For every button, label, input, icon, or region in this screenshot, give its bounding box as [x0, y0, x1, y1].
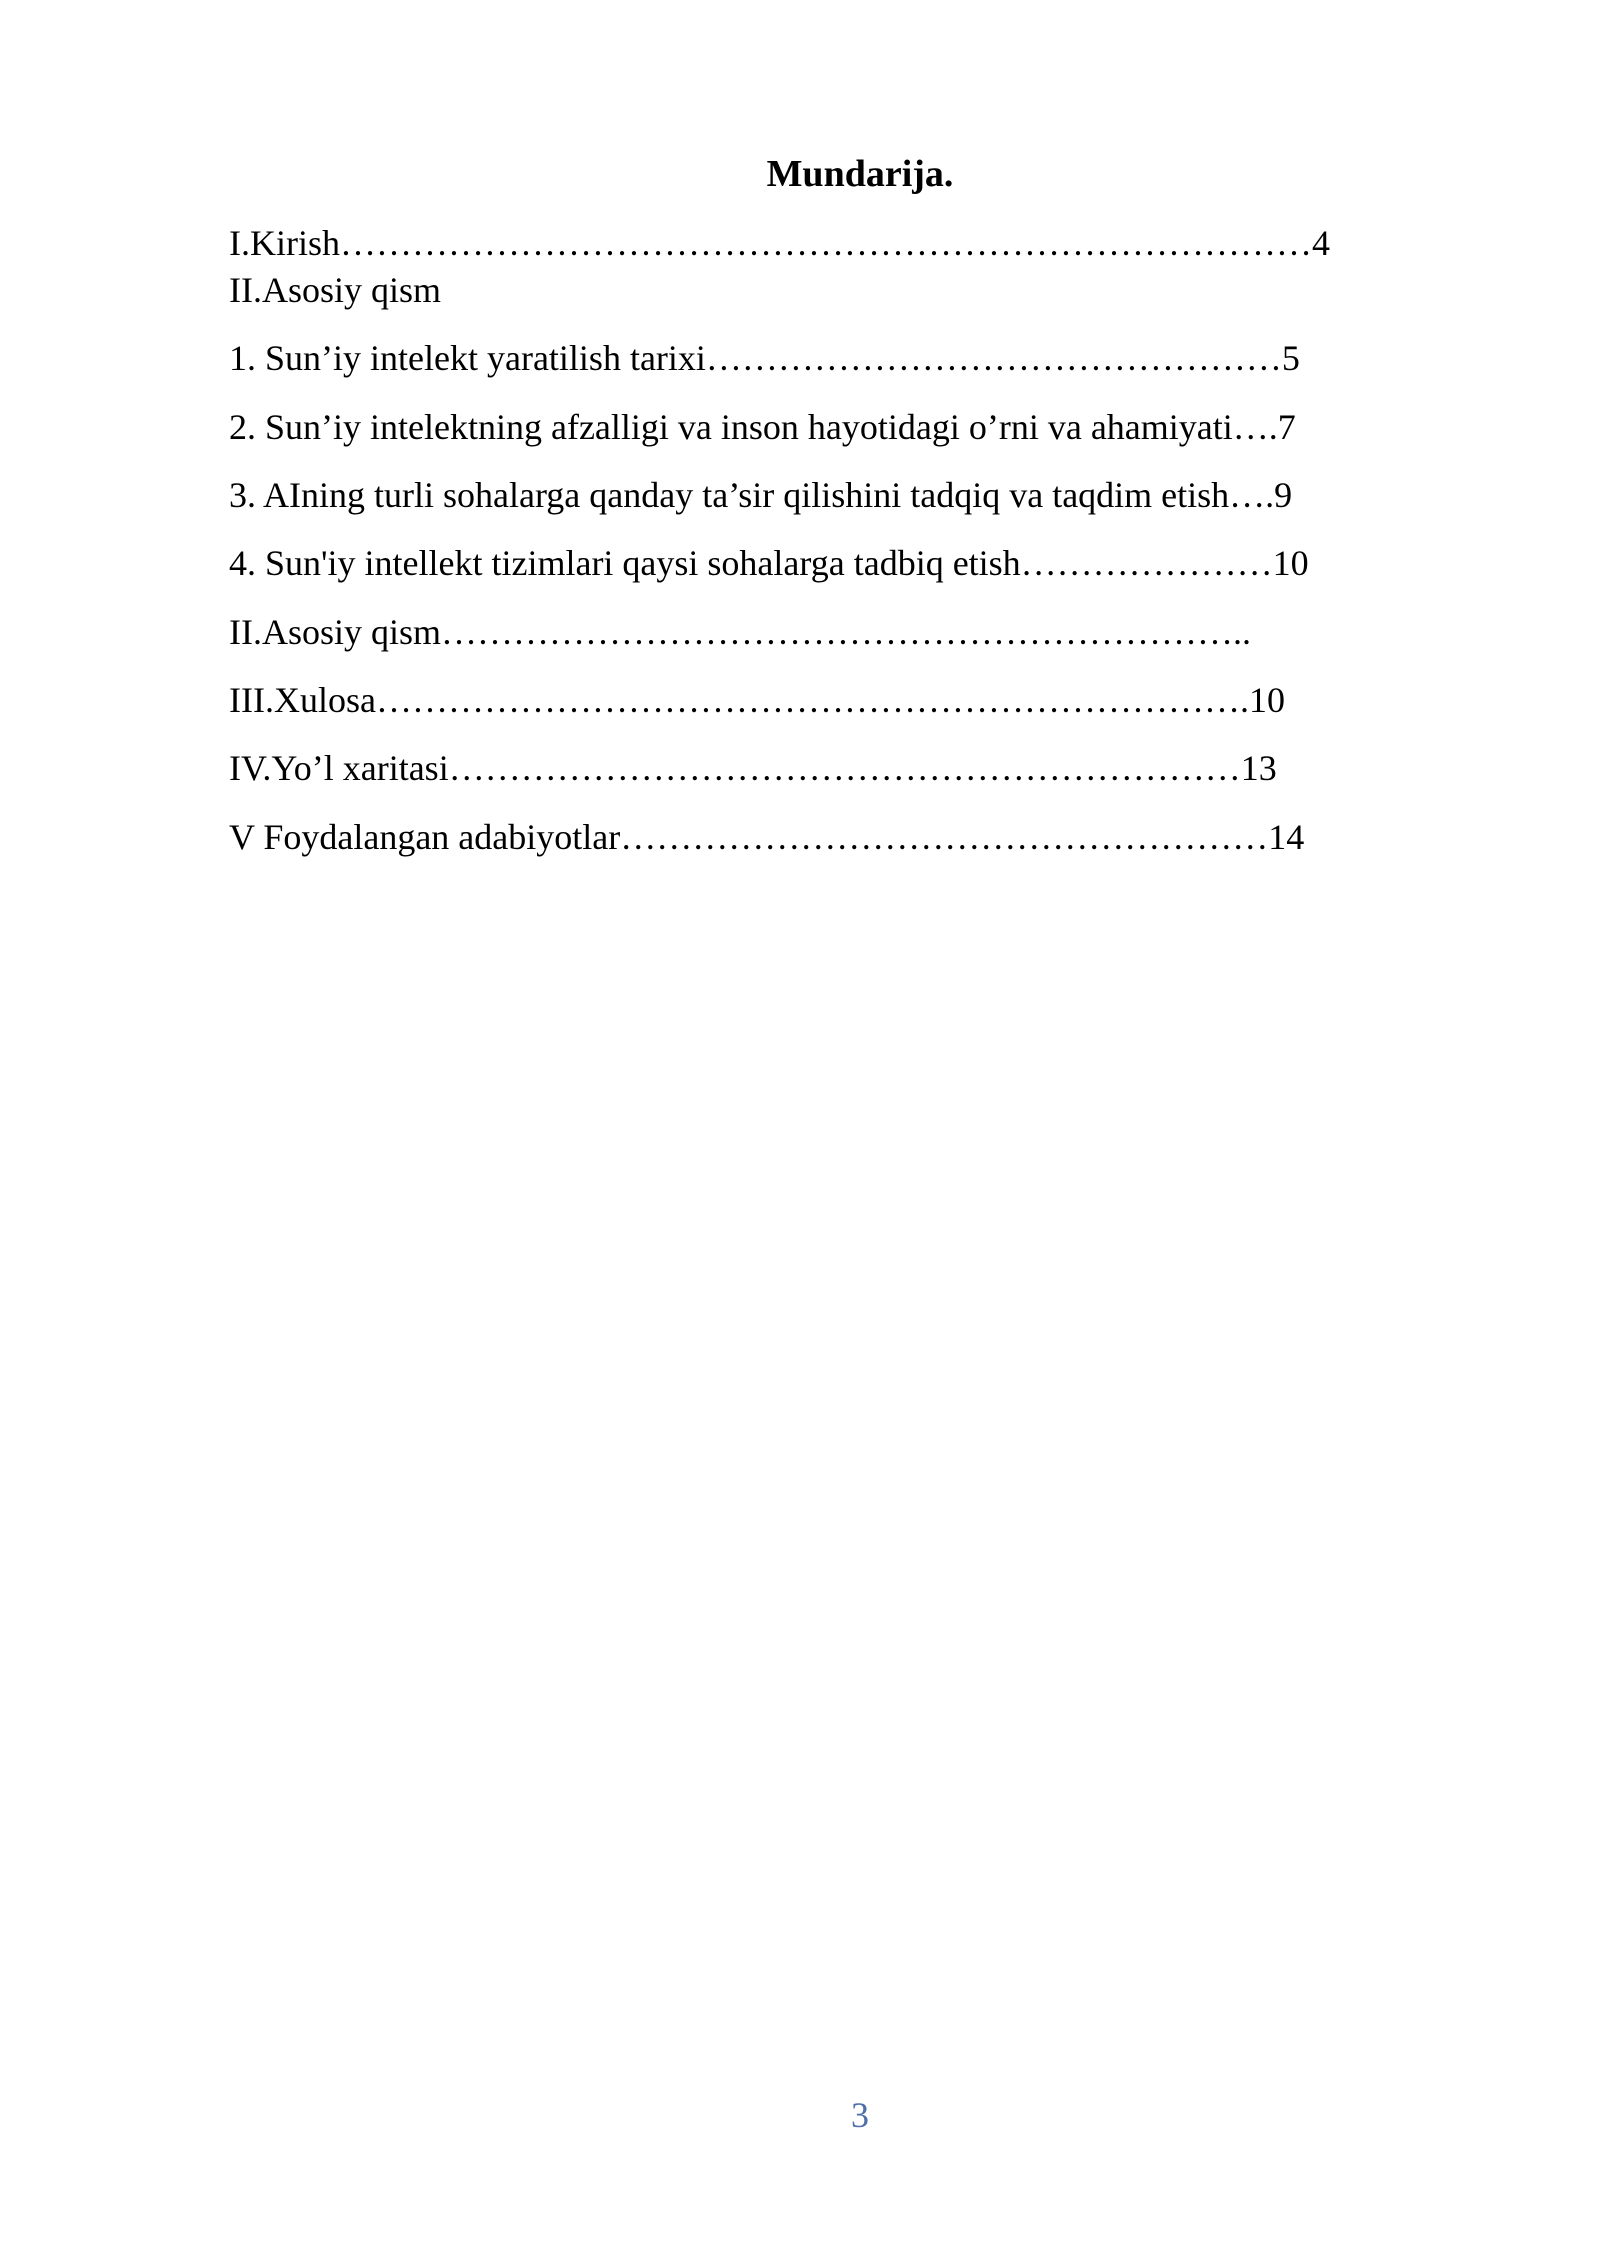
- toc-title-text: Mundarija.: [766, 153, 954, 195]
- toc-entry-introduction: I.Kirish………………………………………………………………………4: [229, 223, 1330, 263]
- toc-entry-main-part: II.Asosiy qism…………………………………………………………..: [229, 612, 1252, 652]
- toc-entry-section-4: 4. Sun'iy intellekt tizimlari qaysi sohalarga tadbiq etish…………………10: [229, 543, 1309, 583]
- toc-entry-section-2: 2. Sun’iy intelektning afzalligi va inson hayotidagi o’rni va ahamiyati….7: [229, 407, 1296, 447]
- toc-entry-section-3: 3. AIning turli sohalarga qanday ta’sir qilishini tadqiq va taqdim etish….9: [229, 475, 1293, 515]
- toc-entry-main-part-heading: II.Asosiy qism: [229, 270, 442, 310]
- page-number: 3: [851, 2095, 869, 2135]
- toc-entry-roadmap: IV.Yo’l xaritasi…………………………………………………………13: [229, 748, 1277, 788]
- toc-entry-section-1: 1. Sun’iy intelekt yaratilish tarixi…………………………………………5: [229, 338, 1300, 378]
- toc-entry-references: V Foydalangan adabiyotlar………………………………………………14: [229, 817, 1305, 857]
- toc-title: [0, 150, 1600, 198]
- toc-entry-conclusion: III.Xulosa……………………………………………………………….10: [229, 680, 1285, 720]
